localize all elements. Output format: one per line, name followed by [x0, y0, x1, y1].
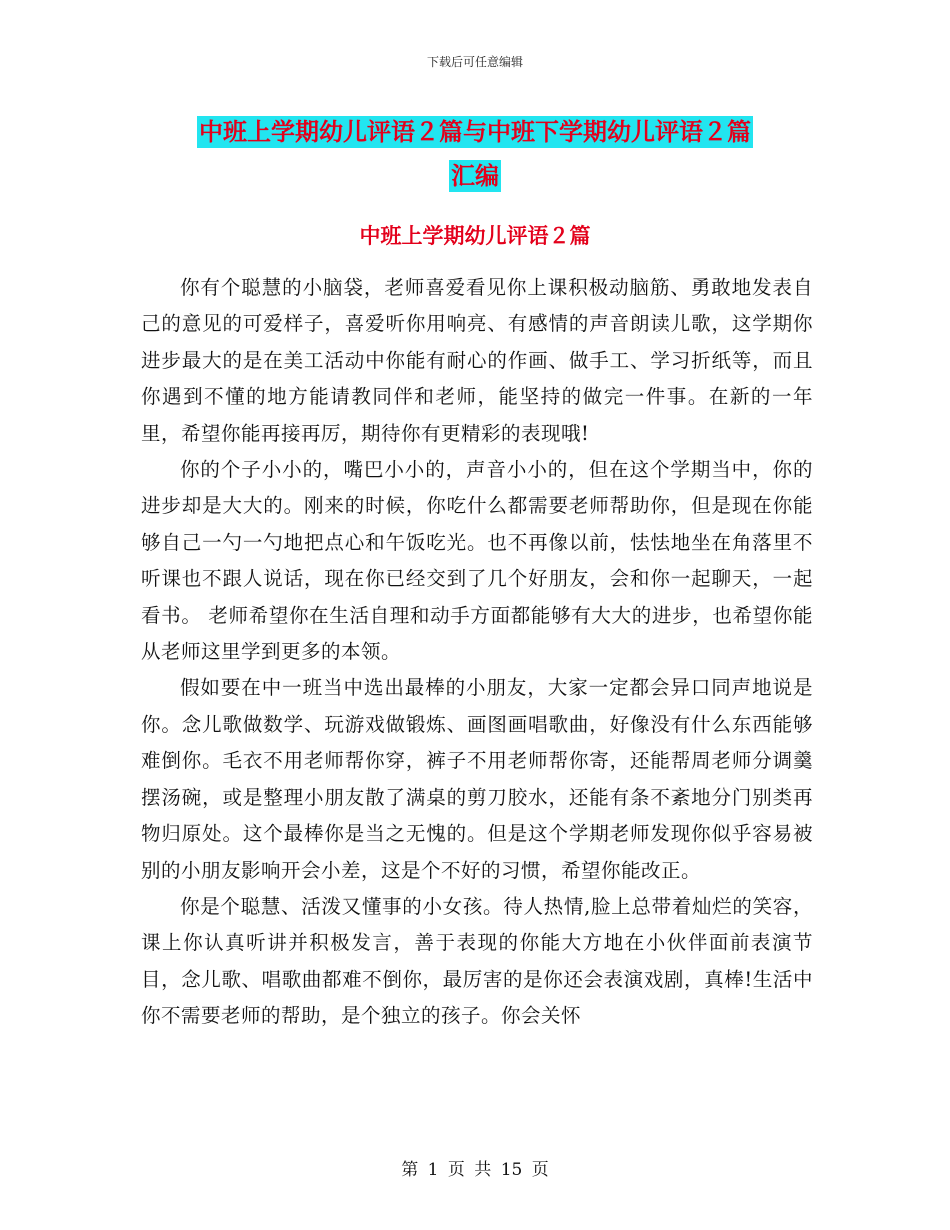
document-title-line-1	[0, 112, 950, 147]
body-text	[141, 270, 813, 1035]
document-title-text-2: 汇编	[451, 162, 499, 190]
header-note: 下载后可任意编辑	[426, 55, 523, 69]
paragraph-1: 你有个聪慧的小脑袋，老师喜爱看见你上课积极动脑筋、勇敢地发表自己的意见的可爱样子，喜爱听你用响亮、有感情的声音朗读儿歌，这学期你进步最大的是在美工活动中你能有耐心的作画、做手工、学习折纸等，而且你遇到不懂的地方能请教同伴和老师，能坚持的做完一件事。在新的一年里，希望你能再接再厉，期待你有更精彩的表现哦!	[141, 276, 813, 445]
document-title-text-1: 中班上学期幼儿评语２篇与中班下学期幼儿评语２篇	[199, 118, 751, 146]
document-title-line-2	[0, 156, 950, 191]
paragraph-3: 假如要在中一班当中选出最棒的小朋友，大家一定都会异口同声地说是你。念儿歌做数学、玩游戏做锻炼、画图画唱歌曲，好像没有什么东西能够难倒你。毛衣不用老师帮你穿，裤子不用老师帮你寄，还能帮周老师分调羹摆汤碗，或是整理小朋友散了满桌的剪刀胶水，还能有条不紊地分门别类再物归原处。这个最棒你是当之无愧的。但是这个学期老师发现你似乎容易被别的小朋友影响开会小差，这是个不好的习惯，希望你能改正。	[141, 676, 813, 882]
paragraph-4: 你是个聪慧、活泼又懂事的小女孩。待人热情,脸上总带着灿烂的笑容，课上你认真听讲并积极发言，善于表现的你能大方地在小伙伴面前表演节目，念儿歌、唱歌曲都难不倒你，最厉害的是你还会表演戏剧，真棒!生活中你不需要老师的帮助，是个独立的孩子。你会关怀	[141, 894, 813, 1028]
section-heading: 中班上学期幼儿评语２篇	[359, 224, 591, 248]
page-footer: 第 1 页 共 15 页	[401, 1160, 549, 1180]
paragraph-2: 你的个子小小的，嘴巴小小的，声音小小的，但在这个学期当中，你的进步却是大大的。刚来的时候，你吃什么都需要老师帮助你，但是现在你能够自己一勺一勺地把点心和午饭吃光。也不再像以前，怯怯地坐在角落里不听课也不跟人说话，现在你已经交到了几个好朋友，会和你一起聊天，一起看书。 老师希望你在生活自理和动手方面都能够有大大的进步，也希望你能从老师这里学到更多的本领。	[141, 458, 813, 664]
